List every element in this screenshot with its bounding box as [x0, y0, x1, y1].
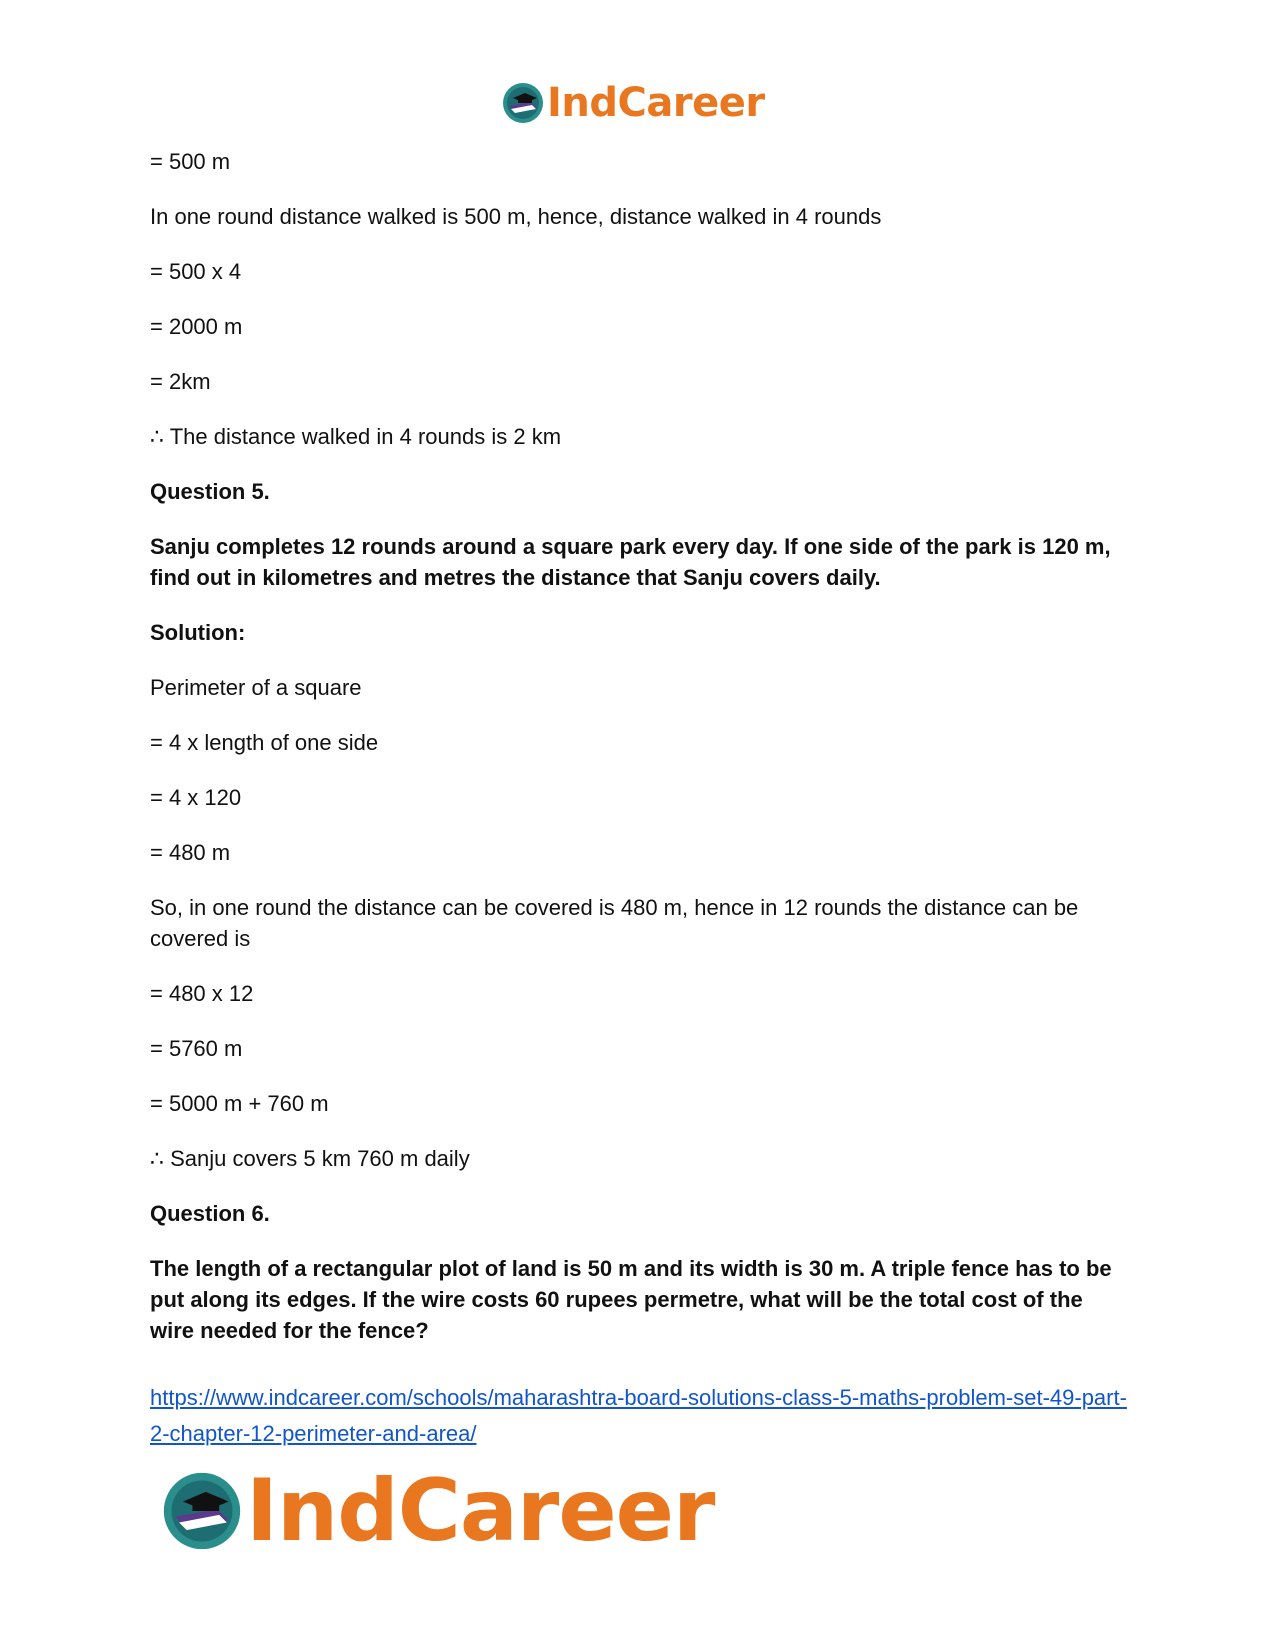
- document-body: [150, 146, 1130, 1370]
- question-text: The length of a rectangular plot of land is 50 m and its width is 30 m. A triple fence has to be put along its edges. If the wire costs 60 rupees permetre, what will be the total cost of the wire needed for the fence?: [150, 1256, 1112, 1343]
- question-text: Sanju completes 12 rounds around a square park every day. If one side of the park is 120 m, find out in kilometres and metres the distance that Sanju covers daily.: [150, 534, 1111, 590]
- solution-line: So, in one round the distance can be covered is 480 m, hence in 12 rounds the distance can be covered is: [150, 895, 1079, 951]
- solution-line: = 500 x 4: [150, 259, 242, 284]
- graduation-book-icon: [501, 81, 545, 125]
- question-text: Solution:: [150, 620, 246, 645]
- source-link[interactable]: https://www.indcareer.com/schools/maharashtra-board-solutions-class-5-maths-problem-set-49-part-2-chapter-12-perimeter-and-area/: [150, 1385, 1127, 1446]
- solution-line: = 4 x length of one side: [150, 730, 379, 755]
- solution-line: = 2km: [150, 369, 211, 394]
- logo-text: IndCareer: [547, 80, 765, 126]
- header-logo: [501, 80, 765, 126]
- question-text: Question 5.: [150, 479, 270, 504]
- solution-line: = 500 m: [150, 149, 231, 174]
- question-text: Question 6.: [150, 1201, 270, 1226]
- solution-line: In one round distance walked is 500 m, hence, distance walked in 4 rounds: [150, 204, 882, 229]
- footer-logo: [160, 1461, 715, 1561]
- solution-line: = 480 x 12: [150, 981, 254, 1006]
- graduation-book-icon: [160, 1469, 244, 1553]
- solution-line: = 5000 m + 760 m: [150, 1091, 329, 1116]
- solution-line: ∴ Sanju covers 5 km 760 m daily: [150, 1146, 470, 1171]
- logo-text: IndCareer: [246, 1461, 715, 1561]
- solution-line: = 480 m: [150, 840, 231, 865]
- solution-line: = 2000 m: [150, 314, 243, 339]
- solution-line: = 4 x 120: [150, 785, 242, 810]
- solution-line: = 5760 m: [150, 1036, 243, 1061]
- solution-line: ∴ The distance walked in 4 rounds is 2 km: [150, 424, 562, 449]
- solution-line: Perimeter of a square: [150, 675, 362, 700]
